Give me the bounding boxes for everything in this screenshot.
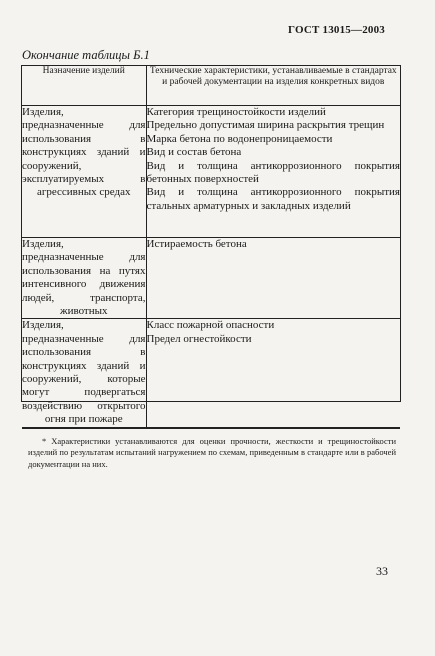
table-row (22, 319, 400, 427)
spec-item: Вид и толщина антикоррозионного покрытия стальных арматурных и закладных изделий (146, 186, 400, 212)
product-cell: Изделия, предназначенные для использования в конструкциях зданий и сооружений, эксплуатируемых в агрессивных средах (22, 106, 146, 238)
specs-cell (146, 106, 400, 238)
spec-table-grid (22, 66, 400, 428)
table-caption: Окончание таблицы Б.1 (22, 48, 150, 62)
spec-item: Класс пожарной опасности (146, 319, 275, 332)
table-header-row (22, 66, 400, 106)
spec-item: Категория трещиностойкости изделий (146, 106, 326, 118)
spec-item: Марка бетона по водонепроницаемости (146, 132, 333, 145)
spec-item: Вид и состав бетона (146, 146, 242, 159)
spec-item: Истираемость бетона (146, 238, 247, 250)
specs-cell (146, 238, 400, 319)
spec-item: Предельно допустимая ширина раскрытия трещин (146, 119, 385, 132)
product-cell: Изделия, предназначенные для использования на путях интенсивного движения людей, транспорта, животных (22, 238, 146, 318)
table-row (22, 106, 400, 238)
column-header-characteristics: Технические характеристики, устанавливаемые в стандартах и рабочей документации на изделия конкретных видов (146, 66, 400, 106)
spec-table (21, 65, 401, 469)
product-cell: Изделия, предназначенные для использования в конструкциях зданий и сооружений, которые могут подвергаться воздействию открытого огня при пожаре (22, 319, 146, 426)
page-number: 33 (376, 564, 388, 578)
column-header-purpose: Назначение изделий (22, 66, 146, 106)
specs-cell (146, 319, 400, 427)
table-footnote: * Характеристики устанавливаются для оценки прочности, жесткости и трещиностойкости изделий по результатам испытаний нагружением по схемам, приведенным в стандарте или в рабочей документации на них. (22, 428, 400, 477)
table-row (22, 238, 400, 319)
spec-item: Предел огнестойкости (146, 332, 252, 345)
spec-item: Вид и толщина антикоррозионного покрытия бетонных поверхностей (146, 159, 400, 186)
standard-header: ГОСТ 13015—2003 (288, 24, 385, 36)
